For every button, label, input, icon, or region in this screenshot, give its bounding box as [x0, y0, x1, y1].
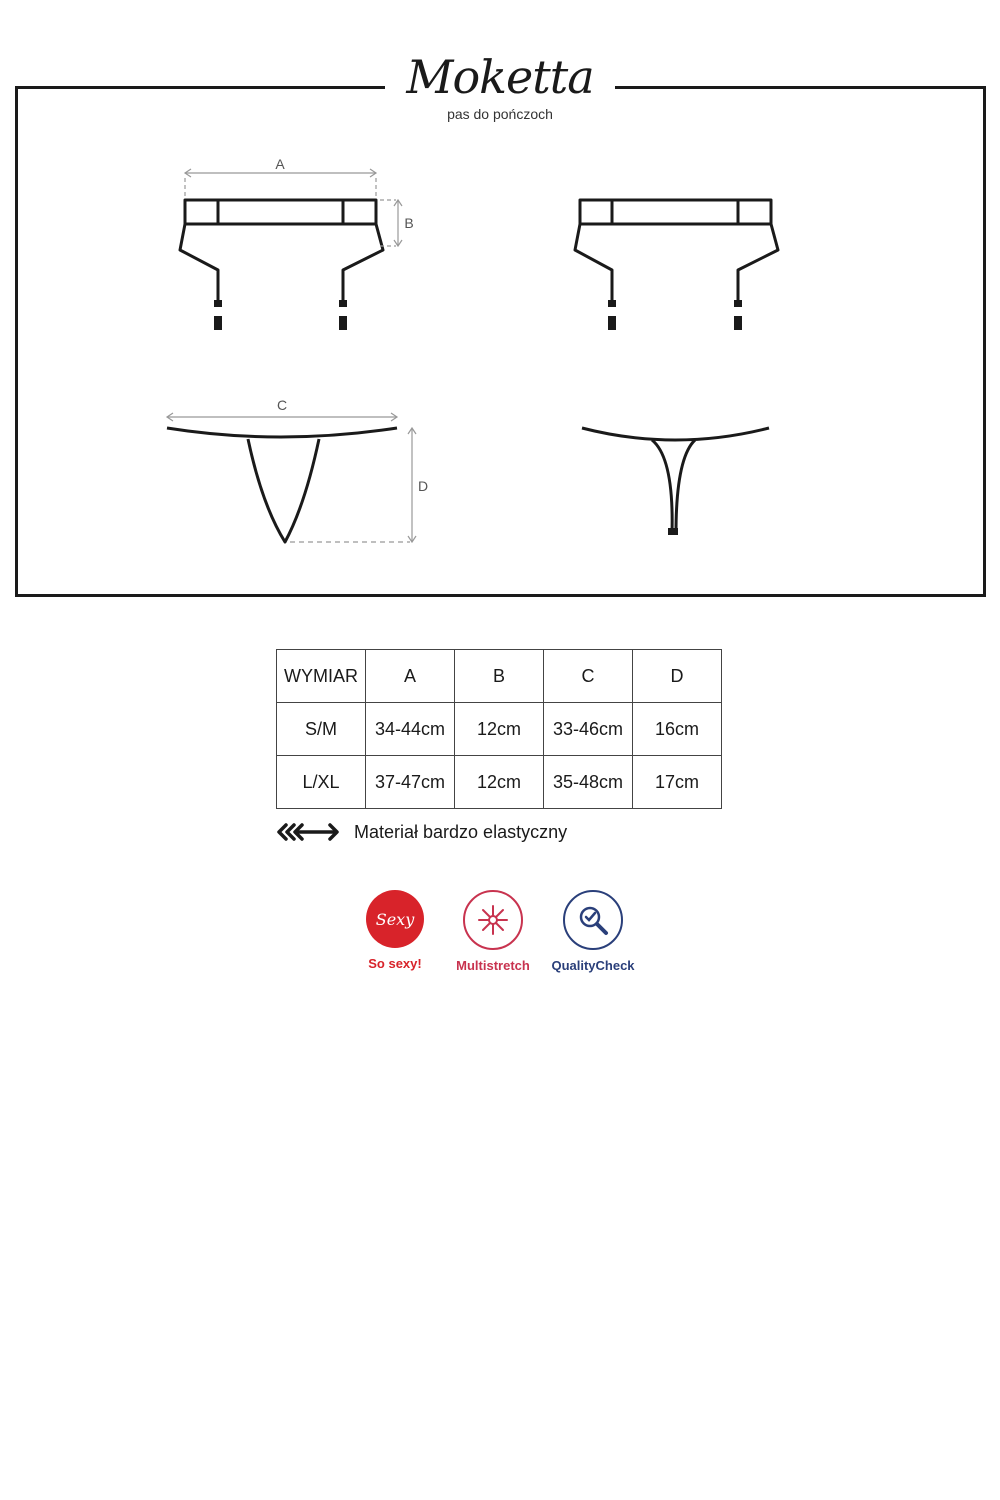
thong-back-drawing: [582, 428, 769, 533]
garter-belt-front-drawing: [180, 200, 383, 305]
badge-label: QualityCheck: [551, 958, 635, 973]
size-table-cell: S/M: [277, 703, 366, 756]
size-table-cell: 35-48cm: [544, 756, 633, 809]
dimension-label-a: A: [275, 156, 285, 172]
brand-name: Moketta: [406, 50, 594, 104]
size-table-row: [277, 703, 722, 756]
badge-label: Multistretch: [456, 958, 530, 973]
size-table-row: [277, 756, 722, 809]
size-table-cell: 16cm: [633, 703, 722, 756]
sexy-icon: Sexy: [366, 890, 424, 948]
size-table-cell: 17cm: [633, 756, 722, 809]
brand-subtitle: pas do pończoch: [447, 106, 553, 122]
dimension-label-d: D: [417, 478, 429, 494]
size-table-cell: 12cm: [455, 703, 544, 756]
badge-quality-check: [543, 890, 643, 973]
material-note: [276, 820, 567, 844]
feature-badges: [350, 890, 650, 990]
size-table-header-cell: B: [455, 650, 544, 703]
multistretch-icon: [463, 890, 523, 950]
badge-label: So sexy!: [368, 956, 422, 971]
stretch-arrows-icon: [276, 820, 342, 844]
badge-so-sexy: [345, 890, 445, 971]
size-table-header-cell: WYMIAR: [277, 650, 366, 703]
size-table-cell: 34-44cm: [366, 703, 455, 756]
size-table-cell: 12cm: [455, 756, 544, 809]
dimension-label-c: C: [276, 397, 288, 413]
size-table-cell: L/XL: [277, 756, 366, 809]
size-table-cell: 33-46cm: [544, 703, 633, 756]
size-table-header-cell: D: [633, 650, 722, 703]
garter-belt-back-drawing: [575, 200, 778, 305]
thong-front-drawing: [167, 428, 397, 542]
material-note-text: Materiał bardzo elastyczny: [354, 821, 568, 842]
size-table-cell: 37-47cm: [366, 756, 455, 809]
size-table-header-cell: A: [366, 650, 455, 703]
dimension-label-b: B: [404, 215, 414, 231]
size-table-header-cell: C: [544, 650, 633, 703]
quality-check-icon: [563, 890, 623, 950]
size-table: [276, 649, 722, 809]
size-table-header-row: [277, 650, 722, 703]
technical-drawings: [0, 0, 1000, 600]
badge-multistretch: [443, 890, 543, 973]
